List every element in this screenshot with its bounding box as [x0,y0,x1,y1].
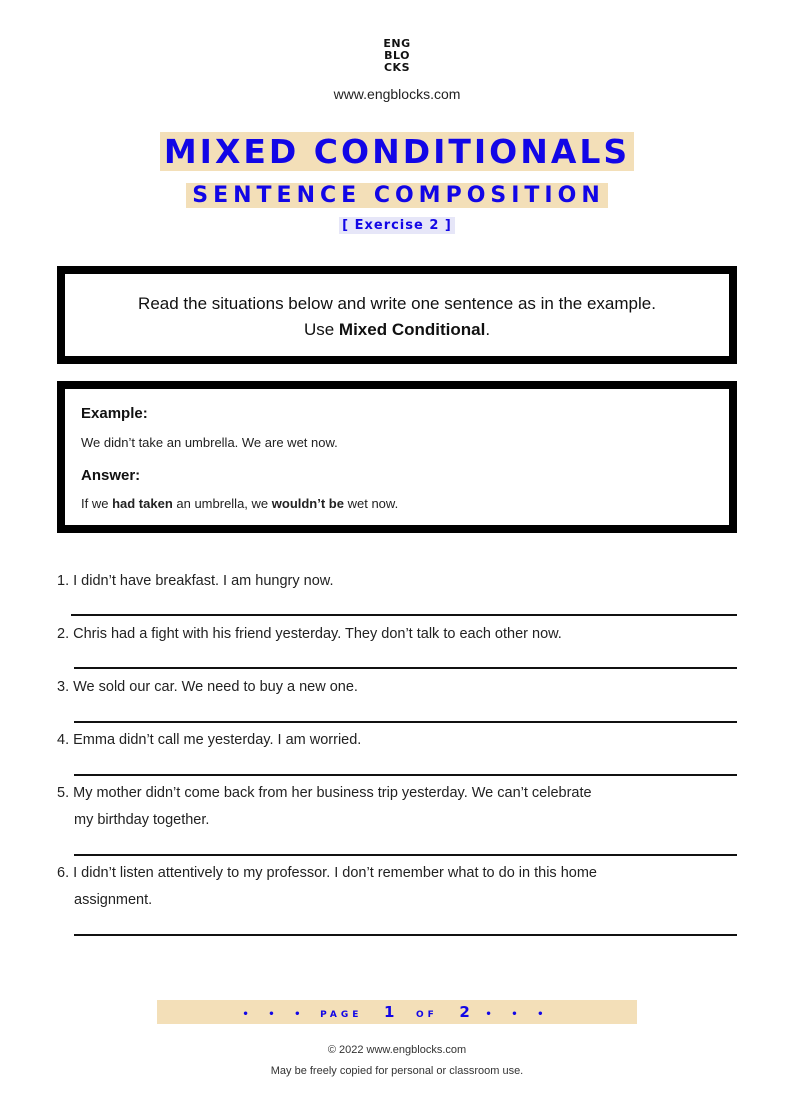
question-text: Chris had a fight with his friend yesterday. They don’t talk to each other now. [73,626,562,642]
question-number: 6. [57,865,70,881]
question-text: I didn’t have breakfast. I am hungry now. [73,573,334,589]
pager-page-word: PAGE [320,1010,363,1020]
answer-bold: wouldn’t be [271,496,344,511]
page-indicator [157,1000,637,1024]
question-number: 2. [57,626,70,642]
question-number: 4. [57,732,70,748]
answer-line-2[interactable] [74,667,737,669]
instructions-line-2 [65,320,729,340]
question-6-continued [74,887,694,914]
worksheet-subtitle [0,183,794,209]
question-text: Emma didn’t call me yesterday. I am worried. [73,732,362,748]
pager-of-word: OF [416,1010,438,1020]
answer-part: If we [81,496,113,511]
instructions-box [57,266,737,364]
question-5-continued [74,807,694,834]
example-text: We didn’t take an umbrella. We are wet now. [81,435,338,450]
question-number: 1. [57,573,70,589]
instructions-prefix: Use [303,320,339,339]
answer-text [81,496,398,511]
pager-total: 2 [459,1003,470,1021]
footer-note: May be freely copied for personal or classroom use. [270,1065,524,1077]
example-heading: Example: [81,405,148,422]
subtitle-text: SENTENCE COMPOSITION [186,183,607,208]
logo-line: ENG [383,37,411,50]
instructions-suffix: . [485,320,491,339]
question-text: We sold our car. We need to buy a new one. [73,679,358,695]
title-text: MIXED CONDITIONALS [160,132,634,171]
logo-line: CKS [383,61,411,74]
question-2 [57,621,677,648]
instructions-bold: Mixed Conditional [338,320,486,339]
question-5 [57,780,677,807]
answer-line-3[interactable] [74,721,737,723]
answer-line-4[interactable] [74,774,737,776]
logo-line: BLO [384,49,410,62]
answer-line-1[interactable] [71,614,737,616]
question-text-line-1: I didn’t listen attentively to my professor. I don’t remember what to do in this home [73,865,597,881]
pager-dots: • • • [485,1009,552,1020]
question-number: 5. [57,785,70,801]
answer-part: an umbrella, we [172,496,272,511]
engblocks-logo [0,38,794,74]
worksheet-title [0,131,794,173]
example-box [57,381,737,533]
answer-heading: Answer: [81,467,141,484]
answer-bold: had taken [112,496,173,511]
pager-current: 1 [384,1003,395,1021]
answer-line-5[interactable] [74,854,737,856]
question-3 [57,674,677,701]
question-1 [57,568,677,595]
question-text-line-1: My mother didn’t come back from her business trip yesterday. We can’t celebrate [73,785,592,801]
question-text-line-2: my birthday together. [74,812,210,828]
pager-dots: • • • [242,1009,309,1020]
answer-line-6[interactable] [74,934,737,936]
site-url[interactable]: www.engblocks.com [333,86,461,102]
instructions-line-1: Read the situations below and write one sentence as in the example. [138,294,656,313]
footer-copyright: © 2022 www.engblocks.com [327,1044,467,1056]
question-6 [57,860,677,887]
question-4 [57,727,677,754]
answer-part: wet now. [343,496,399,511]
exercise-label-text: [ Exercise 2 ] [339,217,455,234]
question-number: 3. [57,679,70,695]
exercise-label [0,216,794,234]
question-text-line-2: assignment. [74,892,153,908]
